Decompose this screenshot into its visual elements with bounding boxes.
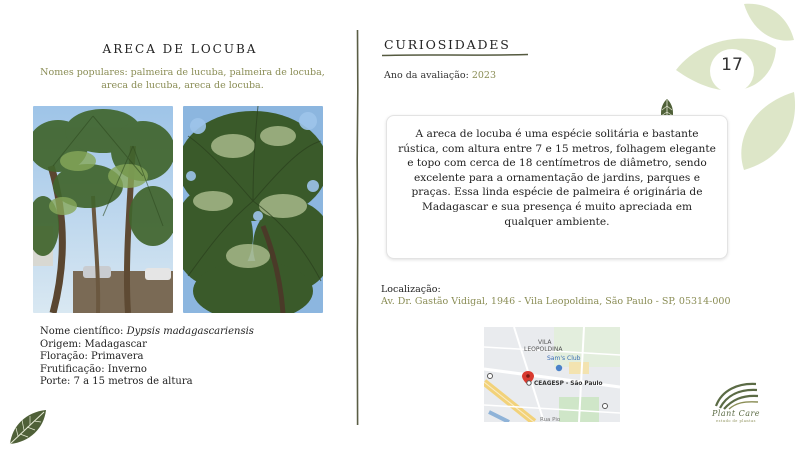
page-number: 17: [721, 55, 743, 75]
leaf-decoration-top-right-icon: [672, 0, 800, 175]
location-label: Localização:: [381, 284, 441, 295]
map-street-bottom: Rua Pio: [540, 417, 561, 422]
plant-title: ARECA DE LOCUBA: [102, 42, 258, 56]
evaluation-year: Ano da avaliação: 2023: [384, 70, 497, 81]
plant-details: [40, 326, 254, 389]
plant-care-logo-icon: [712, 380, 760, 410]
origin: Origem: Madagascar: [40, 338, 147, 350]
flowering: Floração: Primavera: [40, 351, 144, 362]
scientific-name: Nome científico: Dypsis madagascariensis: [40, 326, 254, 337]
map-shop-icon: [556, 365, 562, 371]
scientific-name-value: Dypsis madagascariensis: [126, 326, 254, 337]
curiosities-text: A areca de locuba é uma espécie solitária e bastante rústica, com altura entre 7 e 15 metros, folhagem elegante e topo com cerca de 18 centímetros de diâmetro, sendo excelente para a ornamentação de jardins, parques e praças. Essa linda espécie de palmeira é originária de Madagascar e sua presença é muito apreciada em qualquer ambiente.: [398, 128, 716, 228]
plant-photo-left: [33, 106, 173, 313]
curiosities-underline: [382, 53, 528, 57]
map-district-line1: VILA: [538, 339, 552, 346]
curiosities-title: CURIOSIDADES: [384, 37, 511, 52]
brand-tagline: estudo de plantas: [716, 419, 756, 423]
map-transit-icon: [488, 374, 493, 379]
map-poi-ceagesp: CEAGESP - São Paulo: [534, 381, 603, 387]
location-map[interactable]: [484, 327, 620, 422]
plant-photo-right: [183, 106, 323, 313]
brand-name: Plant Care: [711, 409, 761, 418]
location-address: Av. Dr. Gastão Vidigal, 1946 - Vila Leopoldina, São Paulo - SP, 05314-000: [381, 296, 731, 307]
year-value: 2023: [471, 70, 497, 81]
fruiting: Frutificação: Inverno: [40, 363, 147, 375]
map-poi-sams: Sam's Club: [547, 355, 581, 362]
map-district-line2: LEOPOLDINA: [524, 346, 563, 353]
leaf-decoration-bottom-left-icon: [8, 408, 48, 446]
size: Porte: 7 a 15 metros de altura: [40, 376, 193, 387]
center-divider: [356, 30, 359, 425]
popular-names: Nomes populares: palmeira de lucuba, palmeira de locuba, areca de lucuba, areca de locuba.: [40, 67, 325, 91]
